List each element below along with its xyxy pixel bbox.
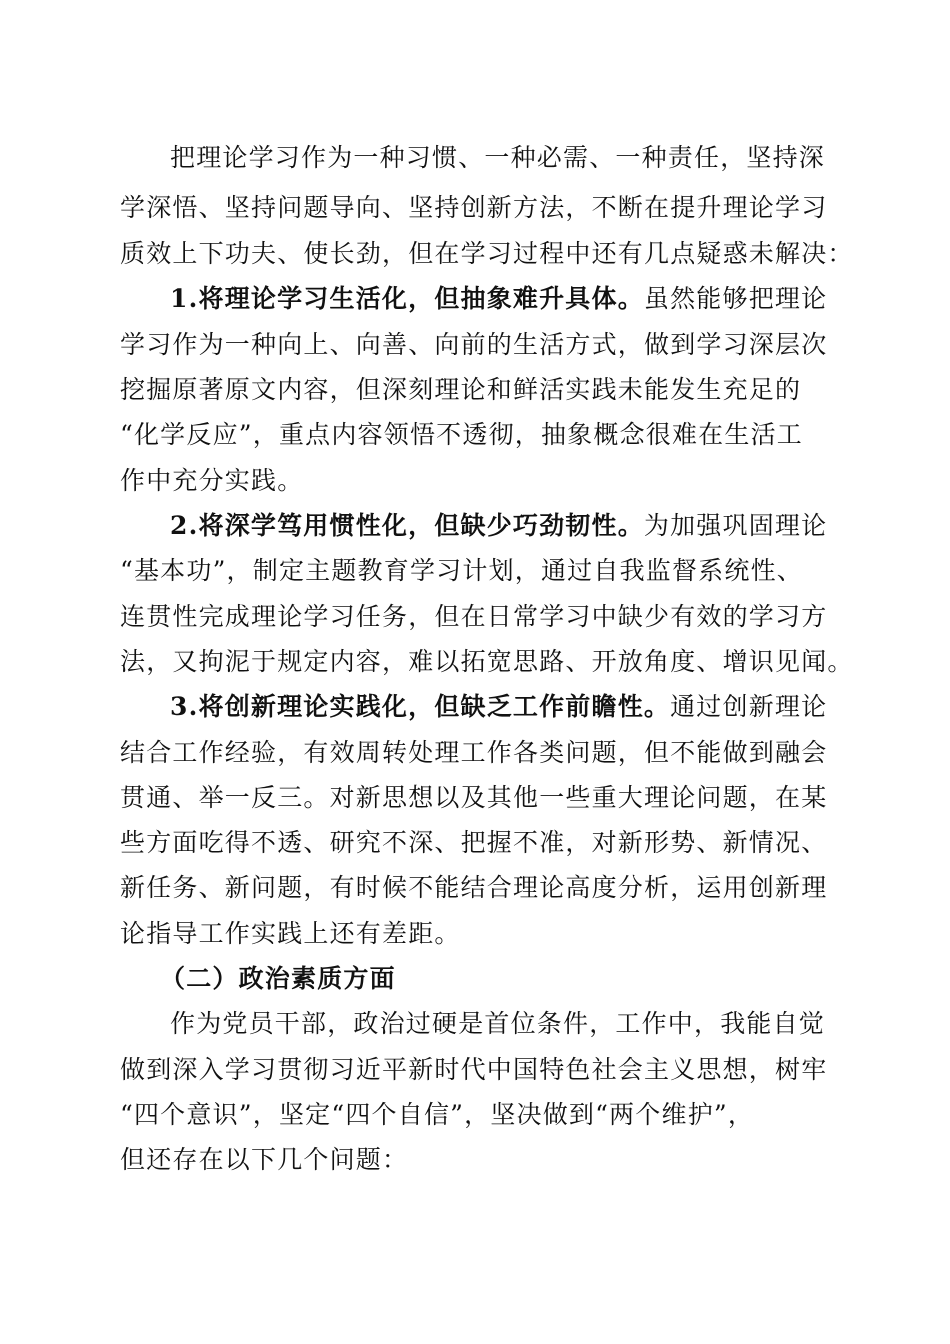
item-1-lead: 虽然能够把理论 — [643, 284, 828, 313]
paragraph-line: 做到深入学习贯彻习近平新时代中国特色社会主义思想，树牢 — [120, 1055, 828, 1084]
paragraph-line: 挖掘原著原文内容，但深刻理论和鲜活实践未能发生充足的 — [120, 375, 802, 404]
paragraph-line: 把理论学习作为一种习惯、一种必需、一种责任，坚持深 — [170, 143, 826, 172]
paragraph-line: 贯通、举一反三。对新思想以及其他一些重大理论问题，在某 — [120, 783, 828, 812]
paragraph-line: “基本功”，制定主题教育学习计划，通过自我监督系统性、 — [120, 556, 803, 585]
paragraph-line: 学习作为一种向上、向善、向前的生活方式，做到学习深层次 — [120, 330, 828, 359]
paragraph-line: 新任务、新问题，有时候不能结合理论高度分析，运用创新理 — [120, 873, 828, 902]
paragraph-line: 连贯性完成理论学习任务，但在日常学习中缺少有效的学习方 — [120, 602, 828, 631]
paragraph-line: 些方面吃得不透、研究不深、把握不准，对新形势、新情况、 — [120, 828, 828, 857]
paragraph-line: 质效上下功夫、使长劲，但在学习过程中还有几点疑惑未解决： — [120, 239, 854, 268]
item-2-first-line — [170, 511, 827, 541]
paragraph-line: 学深悟、坚持问题导向、坚持创新方法，不断在提升理论学习 — [120, 193, 828, 222]
paragraph-line: “四个意识”，坚定“四个自信”，坚决做到“两个维护”， — [120, 1100, 755, 1129]
item-2-heading: 2.将深学笃用惯性化，但缺少巧劲韧性。 — [170, 511, 644, 540]
item-3-lead: 通过创新理论 — [670, 692, 828, 721]
item-2-lead: 为加强巩固理论 — [643, 511, 828, 540]
paragraph-line: 结合工作经验，有效周转处理工作各类问题，但不能做到融会 — [120, 738, 828, 767]
paragraph-line: 论指导工作实践上还有差距。 — [120, 919, 461, 948]
paragraph-line: 但还存在以下几个问题： — [120, 1145, 409, 1174]
paragraph-line: “化学反应”，重点内容领悟不透彻，抽象概念很难在生活工 — [120, 420, 803, 449]
paragraph-line: 法，又拘泥于规定内容，难以拓宽思路、开放角度、增识见闻。 — [120, 647, 854, 676]
item-3-heading: 3.将创新理论实践化，但缺乏工作前瞻性。 — [170, 692, 671, 721]
item-1-first-line — [170, 284, 827, 314]
item-1-heading: 1.将理论学习生活化，但抽象难升具体。 — [170, 284, 644, 313]
section-heading: （二）政治素质方面 — [160, 964, 396, 993]
paragraph-line: 作为党员干部，政治过硬是首位条件，工作中，我能自觉 — [170, 1009, 826, 1038]
paragraph-line: 作中充分实践。 — [120, 466, 304, 495]
item-3-first-line — [170, 692, 827, 722]
